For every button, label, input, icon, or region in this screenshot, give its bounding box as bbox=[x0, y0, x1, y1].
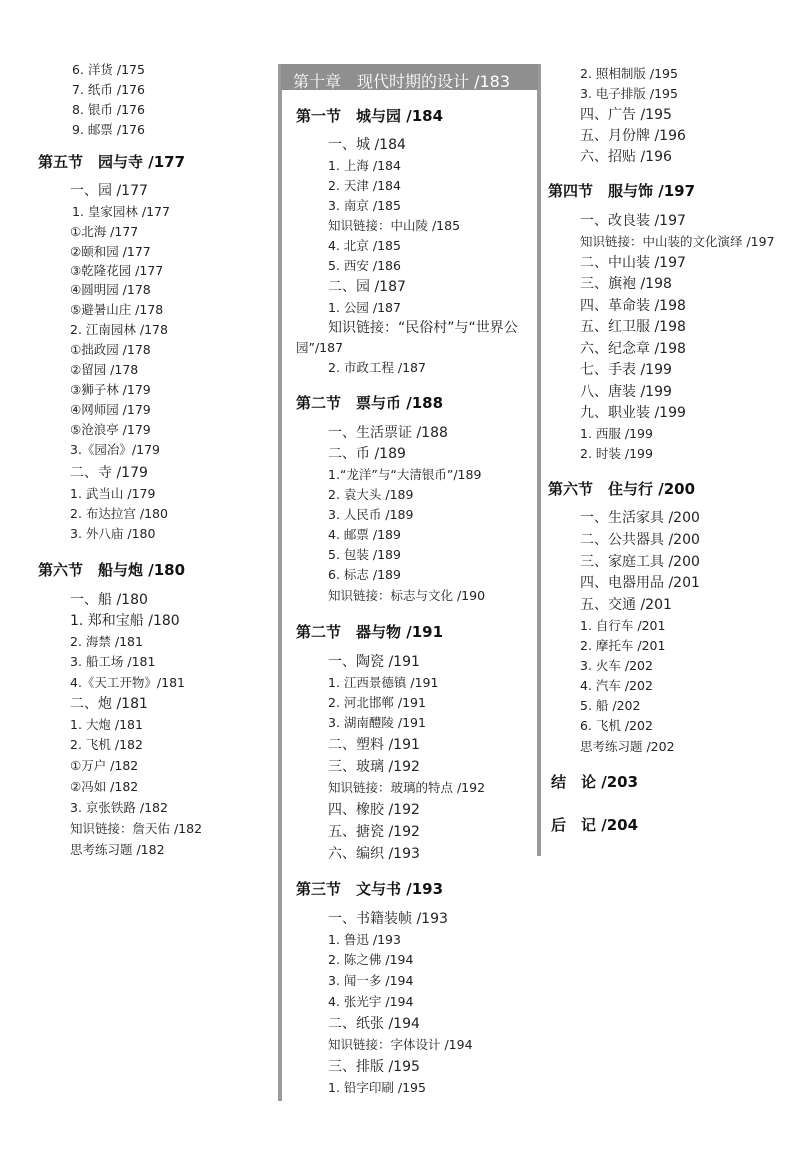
toc-entry: 一、改良装 /197 bbox=[580, 213, 686, 229]
toc-entry: 3. 湖南醴陵 /191 bbox=[328, 715, 426, 730]
toc-entry: 3. 船工场 /181 bbox=[70, 654, 156, 669]
toc-entry: 二、园 /187 bbox=[328, 279, 406, 295]
toc-entry: ④圆明园 /178 bbox=[70, 282, 151, 297]
toc-entry: 1. 皇家园林 /177 bbox=[72, 204, 170, 219]
toc-entry: 1. 江西景德镇 /191 bbox=[328, 675, 439, 690]
toc-entry: 一、书籍装帧 /193 bbox=[328, 911, 448, 927]
toc-entry: 一、陶瓷 /191 bbox=[328, 654, 420, 670]
toc-entry: 2. 袁大头 /189 bbox=[328, 487, 414, 502]
toc-entry: 2. 布达拉宫 /180 bbox=[70, 506, 168, 521]
toc-entry: 1. 武当山 /179 bbox=[70, 486, 156, 501]
toc-entry: 2. 海禁 /181 bbox=[70, 634, 143, 649]
toc-entry: 4. 汽车 /202 bbox=[580, 678, 653, 693]
toc-entry: 3. 闻一多 /194 bbox=[328, 973, 414, 988]
toc-section-heading: 第六节 船与炮 /180 bbox=[38, 561, 186, 579]
toc-entry: 5. 西安 /186 bbox=[328, 258, 401, 273]
toc-section-heading: 第六节 住与行 /200 bbox=[548, 480, 696, 498]
toc-entry: 五、交通 /201 bbox=[580, 597, 672, 613]
toc-entry: 思考练习题 /202 bbox=[580, 739, 675, 754]
toc-entry: ③狮子林 /179 bbox=[70, 382, 151, 397]
toc-entry: 5. 船 /202 bbox=[580, 698, 641, 713]
toc-entry: 五、红卫服 /198 bbox=[580, 319, 686, 335]
toc-entry: 1. 铅字印刷 /195 bbox=[328, 1080, 426, 1095]
toc-entry: ②冯如 /182 bbox=[70, 779, 139, 794]
toc-entry: 二、中山装 /197 bbox=[580, 255, 686, 271]
toc-entry: 4. 邮票 /189 bbox=[328, 527, 401, 542]
toc-entry: 2. 照相制版 /195 bbox=[580, 66, 678, 81]
toc-entry: 3. 南京 /185 bbox=[328, 198, 401, 213]
toc-entry: ⑤避暑山庄 /178 bbox=[70, 302, 164, 317]
toc-entry: 知识链接：中山陵 /185 bbox=[328, 218, 461, 233]
toc-entry: 二、塑料 /191 bbox=[328, 737, 420, 753]
toc-entry: 3. 京张铁路 /182 bbox=[70, 800, 168, 815]
toc-entry: 八、唐装 /199 bbox=[580, 384, 672, 400]
toc-entry: 1. 大炮 /181 bbox=[70, 717, 143, 732]
toc-entry: 1. 西服 /199 bbox=[580, 426, 653, 441]
toc-entry: 四、革命装 /198 bbox=[580, 298, 686, 314]
chapter-title: 第十章 现代时期的设计 /183 bbox=[293, 72, 511, 91]
toc-entry: 知识链接：字体设计 /194 bbox=[328, 1037, 473, 1052]
toc-entry: 二、公共器具 /200 bbox=[580, 532, 700, 548]
toc-entry: 五、月份牌 /196 bbox=[580, 128, 686, 144]
toc-entry: 3. 人民币 /189 bbox=[328, 507, 414, 522]
toc-entry: 1. 公园 /187 bbox=[328, 300, 401, 315]
toc-entry: 知识链接：玻璃的特点 /192 bbox=[328, 780, 486, 795]
toc-entry: 七、手表 /199 bbox=[580, 362, 672, 378]
toc-entry: 六、纪念章 /198 bbox=[580, 341, 686, 357]
toc-section-heading: 第三节 文与书 /193 bbox=[296, 880, 444, 898]
toc-section-heading: 第二节 器与物 /191 bbox=[296, 623, 444, 641]
toc-entry: ②颐和园 /177 bbox=[70, 244, 151, 259]
toc-entry: 思考练习题 /182 bbox=[70, 842, 165, 857]
toc-section-heading: 第五节 园与寺 /177 bbox=[38, 153, 186, 171]
toc-entry: 8. 银币 /176 bbox=[72, 102, 145, 117]
toc-entry: ③乾隆花园 /177 bbox=[70, 263, 164, 278]
toc-entry: 1. 鲁迅 /193 bbox=[328, 932, 401, 947]
toc-entry: 五、搪瓷 /192 bbox=[328, 824, 420, 840]
toc-entry: ⑤沧浪亭 /179 bbox=[70, 422, 151, 437]
toc-entry: 知识链接：标志与文化 /190 bbox=[328, 588, 486, 603]
toc-entry: 三、家庭工具 /200 bbox=[580, 554, 700, 570]
toc-entry: 四、电器用品 /201 bbox=[580, 575, 700, 591]
toc-entry: 园”/187 bbox=[296, 340, 344, 355]
toc-entry: 六、编织 /193 bbox=[328, 846, 420, 862]
toc-entry: 2. 河北邯郸 /191 bbox=[328, 695, 426, 710]
toc-entry: 九、职业装 /199 bbox=[580, 405, 686, 421]
toc-entry: 二、纸张 /194 bbox=[328, 1016, 420, 1032]
toc-entry: 1.“龙洋”与“大清银币”/189 bbox=[328, 467, 482, 482]
toc-entry: 四、广告 /195 bbox=[580, 107, 672, 123]
toc-entry: ④网师园 /179 bbox=[70, 402, 151, 417]
toc-entry: 3. 外八庙 /180 bbox=[70, 526, 156, 541]
toc-entry: 三、旗袍 /198 bbox=[580, 276, 672, 292]
toc-entry: 三、玻璃 /192 bbox=[328, 759, 420, 775]
toc-entry: 2. 天津 /184 bbox=[328, 178, 401, 193]
toc-section-heading: 后 记 /204 bbox=[551, 816, 639, 834]
band-left bbox=[278, 64, 282, 1101]
toc-entry: 四、橡胶 /192 bbox=[328, 802, 420, 818]
toc-entry: 4. 北京 /185 bbox=[328, 238, 401, 253]
toc-entry: 3. 火车 /202 bbox=[580, 658, 653, 673]
toc-entry: 2. 市政工程 /187 bbox=[328, 360, 426, 375]
toc-entry: 7. 纸币 /176 bbox=[72, 82, 145, 97]
toc-entry: 知识链接：“民俗村”与“世界公 bbox=[328, 320, 518, 336]
toc-entry: 2. 江南园林 /178 bbox=[70, 322, 168, 337]
toc-entry: 1. 郑和宝船 /180 bbox=[70, 613, 180, 629]
toc-entry: 2. 飞机 /182 bbox=[70, 737, 143, 752]
toc-entry: 2. 摩托车 /201 bbox=[580, 638, 666, 653]
toc-entry: 一、园 /177 bbox=[70, 183, 148, 199]
toc-entry: 一、生活家具 /200 bbox=[580, 510, 700, 526]
toc-entry: 1. 自行车 /201 bbox=[580, 618, 666, 633]
toc-entry: 4. 张光宇 /194 bbox=[328, 994, 414, 1009]
toc-section-heading: 第二节 票与币 /188 bbox=[296, 394, 444, 412]
toc-entry: 知识链接：詹天佑 /182 bbox=[70, 821, 203, 836]
toc-entry: 知识链接：中山装的文化演绎 /197 bbox=[580, 234, 775, 249]
toc-section-heading: 第一节 城与园 /184 bbox=[296, 107, 444, 125]
toc-entry: 3.《园冶》/179 bbox=[70, 442, 160, 457]
toc-entry: 4.《天工开物》/181 bbox=[70, 675, 185, 690]
toc-entry: 1. 上海 /184 bbox=[328, 158, 401, 173]
toc-entry: 二、寺 /179 bbox=[70, 465, 148, 481]
toc-entry: ①拙政园 /178 bbox=[70, 342, 151, 357]
toc-entry: 2. 时装 /199 bbox=[580, 446, 653, 461]
toc-entry: 5. 包装 /189 bbox=[328, 547, 401, 562]
toc-entry: 一、城 /184 bbox=[328, 137, 406, 153]
toc-entry: 6. 标志 /189 bbox=[328, 567, 401, 582]
toc-entry: 三、排版 /195 bbox=[328, 1059, 420, 1075]
toc-section-heading: 第四节 服与饰 /197 bbox=[548, 182, 696, 200]
toc-entry: 一、生活票证 /188 bbox=[328, 425, 448, 441]
toc-entry: 2. 陈之佛 /194 bbox=[328, 952, 414, 967]
toc-entry: 六、招贴 /196 bbox=[580, 149, 672, 165]
chapter-title-bar bbox=[281, 64, 538, 90]
toc-entry: 二、币 /189 bbox=[328, 446, 406, 462]
toc-entry: 6. 洋货 /175 bbox=[72, 62, 145, 77]
toc-entry: ①万户 /182 bbox=[70, 758, 139, 773]
toc-entry: 3. 电子排版 /195 bbox=[580, 86, 678, 101]
band-right bbox=[537, 64, 541, 856]
toc-entry: ②留园 /178 bbox=[70, 362, 139, 377]
toc-entry: ①北海 /177 bbox=[70, 224, 139, 239]
toc-entry: 二、炮 /181 bbox=[70, 696, 148, 712]
toc-entry: 6. 飞机 /202 bbox=[580, 718, 653, 733]
toc-entry: 9. 邮票 /176 bbox=[72, 122, 145, 137]
toc-section-heading: 结 论 /203 bbox=[551, 773, 639, 791]
toc-entry: 一、船 /180 bbox=[70, 592, 148, 608]
